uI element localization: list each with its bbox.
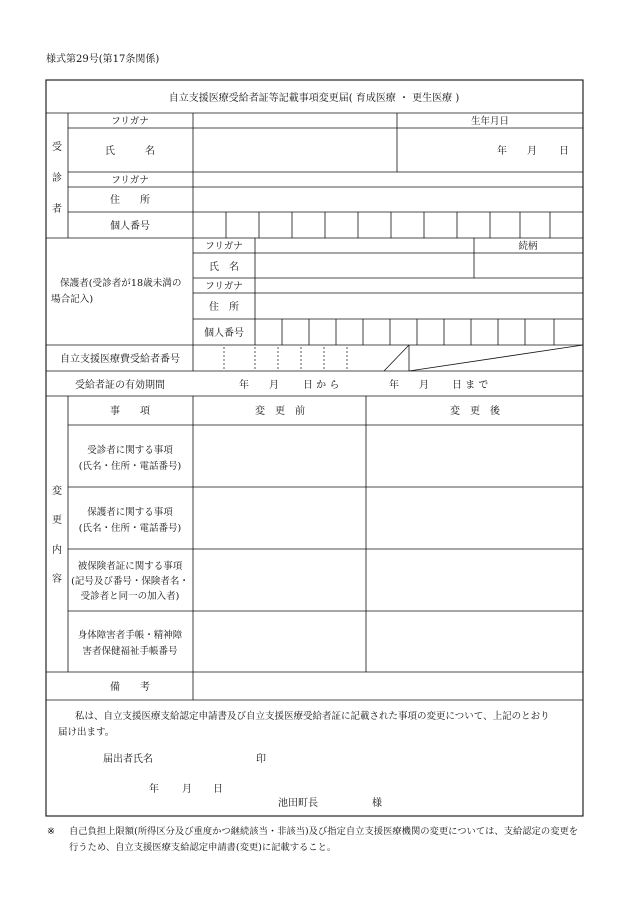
form-number: 様式第29号(第17条関係) — [46, 54, 160, 65]
patient-side-label-2: 診 — [52, 173, 62, 184]
validity-year-from: 年 — [239, 380, 249, 391]
change-row-1-line-1: 受診者に関する事項 — [87, 445, 173, 456]
validity-day-from: 日 か ら — [303, 380, 340, 391]
change-row-4-line-1: 身体障害者手帳・精神障 — [77, 630, 183, 641]
change-row-4-line-2: 害者保健福祉手帳番号 — [82, 646, 178, 657]
footnote-text: 自己負担上限額(所得区分及び重度かつ継続該当・非該当)及び指定自立支援医療機関の変更については、支給認定の変更を行うため、自立支援医療支給認定申請書(変更)に記載すること。 — [69, 826, 579, 853]
birth-month-label: 月 — [527, 146, 537, 157]
submit-date-day: 日 — [213, 784, 223, 795]
guardian-furigana-label: フリガナ — [205, 241, 243, 252]
patient-side-label-3: 者 — [52, 204, 62, 215]
birth-day-label: 日 — [559, 146, 569, 157]
honorific: 様 — [372, 798, 382, 809]
change-row-3-line-2: (記号及び番号・保険者名・ — [71, 576, 189, 587]
changes-side-label-4: 容 — [52, 574, 62, 585]
changes-col-before: 変 更 前 — [255, 406, 305, 417]
submitter-name-label: 届出者氏名 — [103, 754, 153, 765]
footnote-mark: ※ — [47, 826, 55, 837]
changes-col-item: 事 項 — [110, 406, 150, 417]
guardian-relation-label: 続柄 — [518, 241, 538, 252]
validity-month-from: 月 — [269, 380, 279, 391]
submit-date-month: 月 — [182, 784, 192, 795]
birth-date-label: 生年月日 — [470, 116, 510, 127]
change-row-3-line-3: 受診者と同一の加入者) — [80, 591, 180, 602]
validity-label: 受給者証の有効期間 — [75, 380, 165, 391]
guardian-label-line-1: 保護者(受診者が18歳未満の — [60, 278, 182, 289]
change-row-2-line-2: (氏名・住所・電話番号) — [78, 523, 182, 534]
guardian-my-number-label: 個人番号 — [204, 328, 244, 339]
declaration-line-1: 私は、自立支援医療支給認定申請書及び自立支援医療受給者証に記載された事項の変更について、上記のとおり — [75, 711, 550, 722]
change-row-2-line-1: 保護者に関する事項 — [87, 507, 173, 518]
remarks-label: 備 考 — [110, 682, 150, 693]
addressee: 池田町長 — [278, 798, 318, 809]
patient-name-label: 氏 名 — [105, 146, 155, 157]
form-title: 自立支援医療受給者証等記載事項変更届( 育成医療 ・ 更生医療 ) — [168, 93, 460, 104]
guardian-name-label: 氏 名 — [209, 262, 239, 273]
recipient-number-dividers — [224, 347, 347, 369]
change-row-3-line-1: 被保険者証に関する事項 — [77, 561, 183, 572]
patient-my-number-label: 個人番号 — [110, 221, 150, 232]
change-row-1-line-2: (氏名・住所・電話番号) — [78, 461, 182, 472]
footnote — [47, 824, 587, 856]
validity-year-to: 年 — [389, 380, 399, 391]
patient-side-label-1: 受 — [52, 142, 62, 153]
guardian-address-label: 住 所 — [209, 302, 239, 313]
changes-side-label-3: 内 — [52, 545, 62, 556]
patient-furigana-label: フリガナ — [111, 116, 149, 127]
validity-month-to: 月 — [419, 380, 429, 391]
seal-mark: 印 — [256, 754, 266, 765]
changes-side-label-1: 変 — [52, 486, 62, 497]
changes-col-after: 変 更 後 — [450, 406, 500, 417]
recipient-number-label: 自立支援医療費受給者番号 — [60, 354, 180, 365]
guardian-address-furigana-label: フリガナ — [205, 281, 243, 292]
patient-address-label: 住 所 — [110, 195, 150, 206]
validity-day-to: 日 ま で — [452, 380, 489, 391]
submit-date-year: 年 — [149, 784, 159, 795]
guardian-label-line-2: 場合記入) — [51, 294, 94, 305]
changes-side-label-2: 更 — [52, 515, 62, 526]
birth-year-label: 年 — [497, 146, 507, 157]
address-furigana-label: フリガナ — [111, 175, 149, 186]
declaration-line-2: 届け出ます。 — [58, 727, 115, 738]
